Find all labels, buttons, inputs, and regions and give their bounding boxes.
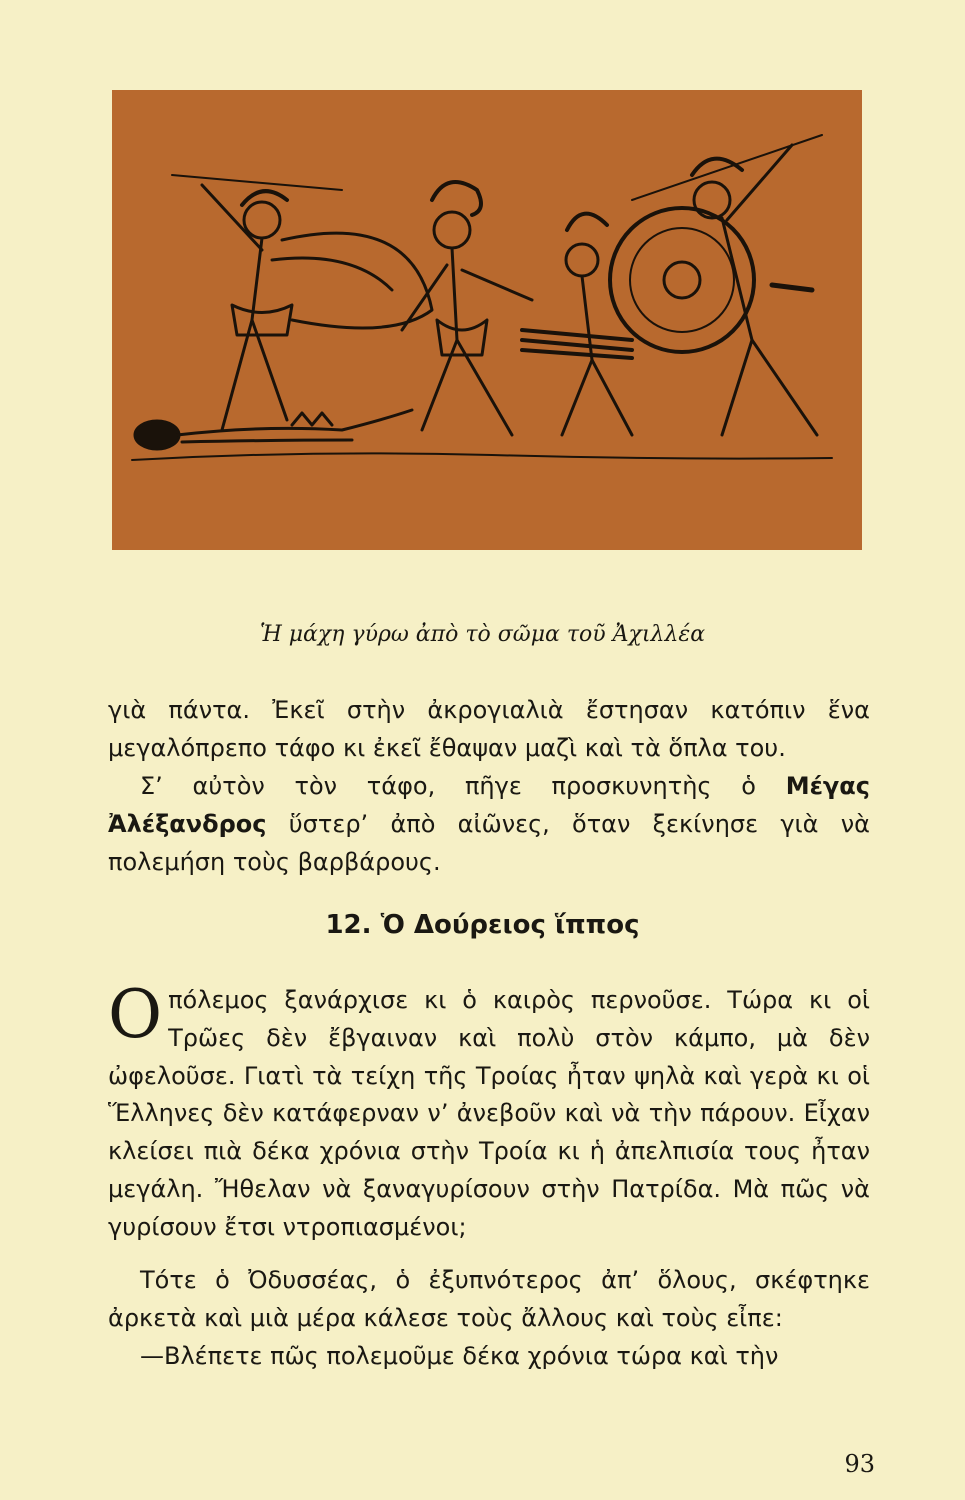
paragraph-4: Τότε ὁ Ὀδυσσέας, ὁ ἐξυπνότερος ἀπ’ ὅλους, σκέφτηκε ἀρκετὰ καὶ μιὰ μέρα κάλεσε τοὺς ἄλλους καὶ τοὺς εἶπε: <box>108 1266 870 1332</box>
figure-caption: Ἡ μάχη γύρω ἀπὸ τὸ σῶμα τοῦ Ἀχιλλέα <box>259 622 706 647</box>
paragraph-1: γιὰ πάντα. Ἐκεῖ στὴν ἀκρογιαλιὰ ἔστησαν κατόπιν ἕνα μεγαλόπρεπο τάφο κι ἐκεῖ ἔθαψαν μαζὶ καὶ τὰ ὅπλα του. <box>108 696 870 762</box>
megas-alexandros-bold: Μέγας Ἀλέξανδρος <box>108 772 870 838</box>
paragraph-3-text: πόλεμος ξανάρχισε κι ὁ καιρὸς περνοῦσε. Τώρα κι οἱ Τρῶες δὲν ἔβγαιναν καὶ πολὺ στὸν κάμπο, μὰ δὲν ὠφελοῦσε. Γιατὶ τὰ τείχη τῆς Τροίας ἦταν ψηλὰ καὶ γερὰ κι οἱ Ἕλληνες δὲν κατάφερναν ν’ ἀνεβοῦν καὶ νὰ τὴν πάρουν. Εἶχαν κλείσει πιὰ δέκα χρόνια στὴν Τροία κι ἡ ἀπελπισία τους ἦταν μεγάλη. Ἤθελαν νὰ ξαναγυρίσουν στὴν Πατρίδα. Μὰ πῶς νὰ γυρίσουν ἔτσι ντροπιασμένοι; <box>108 986 870 1241</box>
paragraph-5: —Βλέπετε πῶς πολεμοῦμε δέκα χρόνια τώρα καὶ τὴν <box>140 1342 779 1370</box>
paragraph-3 <box>108 976 870 1247</box>
paragraph-2-end: ὕστερ’ ἀπὸ αἰῶνες, ὅταν ξεκίνησε γιὰ νὰ πολεμήση τοὺς βαρβάρους. <box>108 809 870 876</box>
section-title: 12. Ὁ Δούρειος ἵππος <box>325 910 640 940</box>
warriors-drawing <box>112 90 862 550</box>
paragraph-2-start: Σ’ αὐτὸν τὸν τάφο, πῆγε προσκυνητὴς ὁ <box>140 772 786 800</box>
drop-cap: Ο <box>108 976 163 1053</box>
page-number: 93 <box>844 1450 875 1478</box>
paragraph-2 <box>108 768 870 881</box>
battle-illustration <box>112 90 862 550</box>
